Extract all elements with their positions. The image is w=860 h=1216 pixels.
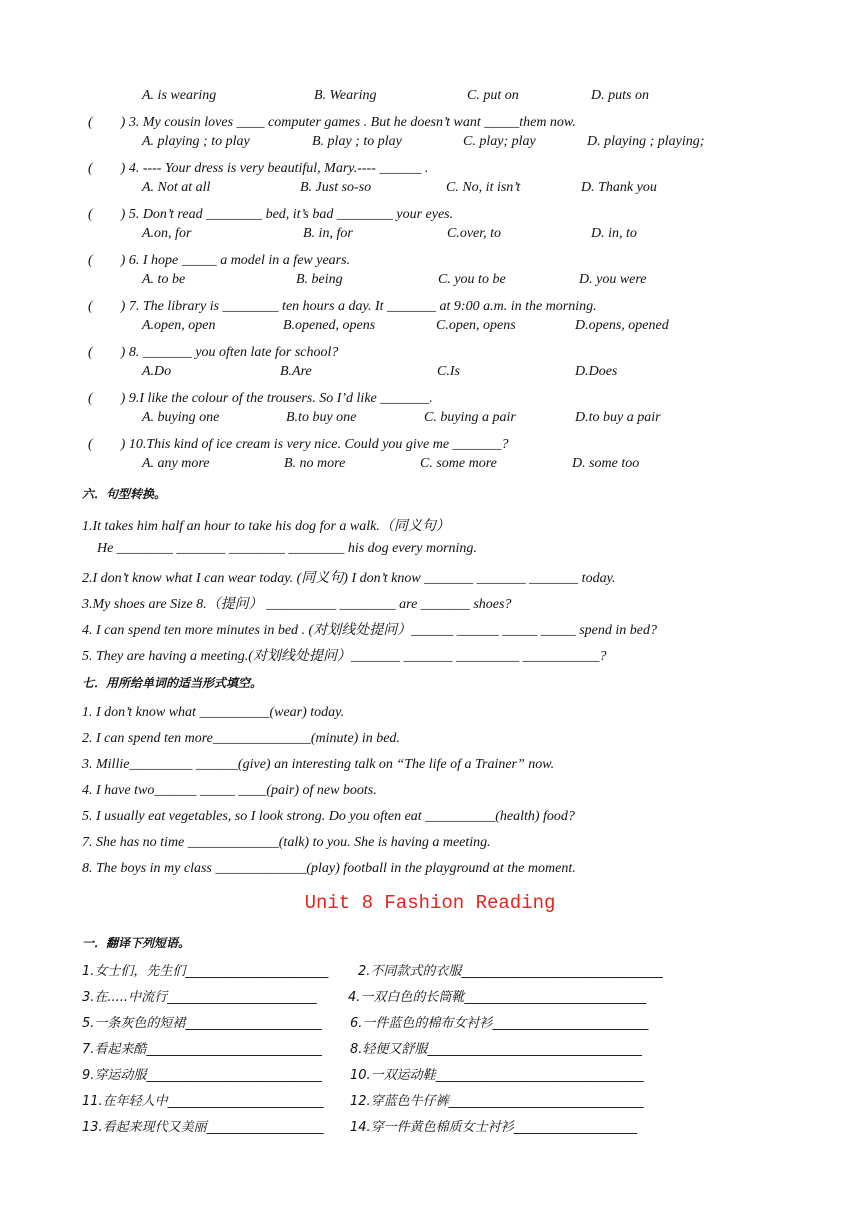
- option-b: B. Just so-so: [300, 180, 372, 195]
- translation-item: 1.女士们，先生们______________________: [82, 964, 329, 979]
- option-b: B.to buy one: [286, 410, 357, 425]
- option-d: D.Does: [575, 364, 618, 379]
- option-c: C. some more: [420, 456, 497, 471]
- option-b: B.Are: [280, 364, 312, 379]
- question-stem: ( ) 7. The library is ________ ten hours a day. It _______ at 9:00 a.m. in the morning.: [88, 299, 597, 314]
- translation-item: 8.轻便又舒服_________________________________: [350, 1042, 642, 1057]
- option-c: C. No, it isn’t: [446, 180, 521, 195]
- question-stem: ( ) 8. _______ you often late for school?: [88, 345, 339, 360]
- question-stem: ( ) 5. Don’t read ________ bed, it’s bad ________ your eyes.: [88, 207, 454, 222]
- option-b: B.opened, opens: [283, 318, 376, 333]
- option-a: A.Do: [142, 364, 172, 379]
- translation-item: 5.一条灰色的短裙_____________________: [82, 1016, 322, 1031]
- translation-item: 12.穿蓝色牛仔裤______________________________: [350, 1094, 644, 1109]
- translation-item: 9.穿运动服___________________________: [82, 1068, 322, 1083]
- exercise-line: He ________ _______ ________ ________ his dog every morning.: [97, 541, 477, 556]
- exercise-line: 5. They are having a meeting.(对划线处提问）_______ _______ _________ ___________?: [82, 649, 607, 664]
- translation-item: 13.看起来现代又美丽__________________: [82, 1120, 324, 1135]
- translation-item: 10.一双运动鞋________________________________: [350, 1068, 644, 1083]
- exercise-line: 4. I have two______ _____ ____(pair) of new boots.: [82, 783, 377, 798]
- option-b: B. in, for: [303, 226, 353, 241]
- exercise-line: 4. I can spend ten more minutes in bed . (对划线处提问）______ ______ _____ _____ spend in bed?: [82, 623, 657, 638]
- section-heading: 一．翻译下列短语。: [82, 936, 191, 950]
- translation-item: 14.穿一件黄色棉质女士衬衫___________________: [350, 1120, 638, 1135]
- option-d: D. playing ; playing;: [587, 134, 705, 149]
- exercise-line: 8. The boys in my class _____________(play) football in the playground at the moment.: [82, 861, 576, 876]
- exercise-line: 5. I usually eat vegetables, so I look strong. Do you often eat __________(health) food?: [82, 809, 575, 824]
- exercise-line: 1.It takes him half an hour to take his dog for a walk.（同义句）: [82, 519, 450, 534]
- option-d: D. Thank you: [581, 180, 657, 195]
- exercise-line: 1. I don’t know what __________(wear) today.: [82, 705, 345, 720]
- option-a: A. is wearing: [142, 88, 217, 103]
- option-d: D.opens, opened: [575, 318, 669, 333]
- option-a: A. buying one: [142, 410, 220, 425]
- question-stem: ( ) 3. My cousin loves ____ computer games . But he doesn’t want _____them now.: [88, 115, 576, 130]
- question-stem: ( ) 10.This kind of ice cream is very nice. Could you give me _______?: [88, 437, 509, 452]
- option-d: D. you were: [579, 272, 647, 287]
- translation-item: 3.在.....中流行_______________________: [82, 990, 317, 1005]
- option-c: C.over, to: [447, 226, 502, 241]
- option-c: C. you to be: [438, 272, 506, 287]
- option-c: C.open, opens: [436, 318, 516, 333]
- translation-item: 2.不同款式的衣服_______________________________: [358, 964, 663, 979]
- option-a: A. Not at all: [142, 180, 211, 195]
- option-a: A. playing ; to play: [142, 134, 250, 149]
- exercise-line: 3. Millie_________ ______(give) an interesting talk on “The life of a Trainer” now.: [82, 757, 555, 772]
- translation-item: 4.一双白色的长筒靴____________________________: [348, 990, 647, 1005]
- question-stem: ( ) 9.I like the colour of the trousers. So I’d like _______.: [88, 391, 433, 406]
- exercise-line: 7. She has no time _____________(talk) to you. She is having a meeting.: [82, 835, 491, 850]
- option-b: B. play ; to play: [312, 134, 402, 149]
- option-a: A. to be: [142, 272, 186, 287]
- unit-title: Unit 8 Fashion Reading: [304, 892, 556, 914]
- option-b: B. no more: [284, 456, 346, 471]
- option-b: B. being: [296, 272, 343, 287]
- option-a: A.on, for: [142, 226, 192, 241]
- option-a: A.open, open: [142, 318, 216, 333]
- option-b: B. Wearing: [314, 88, 377, 103]
- section-heading: 七．用所给单词的适当形式填空。: [82, 676, 263, 690]
- question-stem: ( ) 4. ---- Your dress is very beautiful, Mary.---- ______ .: [88, 161, 429, 176]
- option-c: C. put on: [467, 88, 519, 103]
- question-stem: ( ) 6. I hope _____ a model in a few years.: [88, 253, 351, 268]
- option-d: D.to buy a pair: [575, 410, 661, 425]
- option-c: C. play; play: [463, 134, 536, 149]
- translation-item: 11.在年轻人中________________________: [82, 1094, 324, 1109]
- option-a: A. any more: [142, 456, 210, 471]
- exercise-line: 3.My shoes are Size 8.（提问） __________ ________ are _______ shoes?: [82, 597, 512, 612]
- exercise-line: 2. I can spend ten more______________(minute) in bed.: [82, 731, 400, 746]
- option-c: C. buying a pair: [424, 410, 516, 425]
- option-c: C.Is: [437, 364, 460, 379]
- option-d: D. puts on: [591, 88, 649, 103]
- exercise-line: 2.I don’t know what I can wear today. (同义句) I don’t know _______ _______ _______ today.: [82, 571, 616, 586]
- option-d: D. in, to: [591, 226, 637, 241]
- section-heading: 六．句型转换。: [82, 487, 167, 501]
- translation-item: 6.一件蓝色的棉布女衬衫________________________: [350, 1016, 649, 1031]
- translation-item: 7.看起来酷___________________________: [82, 1042, 322, 1057]
- option-d: D. some too: [572, 456, 640, 471]
